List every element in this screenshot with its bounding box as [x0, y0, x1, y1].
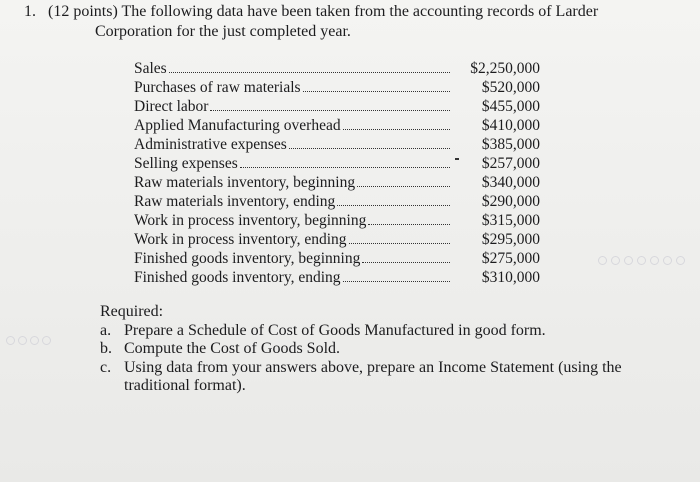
question-header — [24, 2, 674, 42]
dot-leader — [343, 281, 450, 282]
data-row — [134, 211, 554, 230]
circle-icon — [650, 256, 659, 265]
required-item — [100, 359, 660, 396]
data-label: Administrative expenses — [134, 136, 287, 153]
dot-leader — [362, 262, 450, 263]
decorative-circles — [598, 256, 685, 265]
required-item-text: Compute the Cost of Goods Sold. — [124, 340, 341, 357]
circle-icon — [676, 256, 685, 265]
data-row — [134, 116, 554, 135]
data-value: $340,000 — [481, 174, 540, 191]
data-row — [134, 97, 554, 116]
circle-icon — [42, 336, 51, 345]
data-row — [134, 173, 554, 192]
data-label: Purchases of raw materials — [134, 79, 301, 96]
data-row — [134, 230, 554, 249]
data-label: Applied Manufacturing overhead — [134, 117, 341, 134]
data-row — [134, 78, 554, 97]
data-label: Raw materials inventory, beginning — [134, 174, 356, 191]
data-row — [134, 59, 554, 78]
required-heading: Required: — [100, 303, 164, 320]
data-row — [134, 135, 554, 154]
dot-leader — [343, 129, 450, 130]
data-value: $455,000 — [481, 98, 540, 115]
required-item-text: Using data from your answers above, prepare an Income Statement (using the traditional format). — [124, 358, 622, 394]
circle-icon — [637, 256, 646, 265]
data-value: $275,000 — [481, 250, 540, 267]
circle-icon — [18, 336, 27, 345]
data-value: $290,000 — [481, 193, 540, 210]
data-value: $2,250,000 — [470, 60, 540, 77]
required-item — [100, 322, 660, 341]
data-label: Raw materials inventory, ending — [134, 193, 336, 210]
data-label: Work in process inventory, ending — [134, 231, 347, 248]
required-item — [100, 340, 660, 359]
data-value: $310,000 — [481, 269, 540, 286]
data-value: $410,000 — [481, 117, 540, 134]
dot-leader — [240, 167, 450, 168]
stray-mark — [455, 158, 459, 160]
question-text-line2: Corporation for the just completed year. — [95, 23, 351, 40]
data-label: Sales — [134, 60, 167, 77]
accounting-data-table — [134, 59, 554, 287]
data-label: Selling expenses — [134, 155, 238, 172]
data-label: Finished goods inventory, beginning — [134, 250, 361, 267]
required-item-letter: b. — [100, 340, 112, 357]
circle-icon — [6, 336, 15, 345]
data-row — [134, 154, 554, 173]
dot-leader — [357, 186, 450, 187]
required-item-letter: c. — [100, 358, 112, 376]
data-value: $295,000 — [481, 231, 540, 248]
data-value: $385,000 — [481, 136, 540, 153]
data-label: Finished goods inventory, ending — [134, 269, 341, 286]
data-row — [134, 192, 554, 211]
circle-icon — [598, 256, 607, 265]
data-value: $315,000 — [481, 212, 540, 229]
question-number: 1. — [24, 3, 36, 20]
circle-icon — [611, 256, 620, 265]
data-label: Direct labor — [134, 98, 209, 115]
dot-leader — [337, 205, 450, 206]
dot-leader — [368, 224, 450, 225]
data-value: $520,000 — [481, 79, 540, 96]
data-row — [134, 268, 554, 287]
required-item-text: Prepare a Schedule of Cost of Goods Manufactured in good form. — [124, 321, 546, 339]
data-label: Work in process inventory, beginning — [134, 212, 367, 229]
data-row — [134, 249, 554, 268]
data-value: $257,000 — [481, 155, 540, 172]
dot-leader — [169, 72, 450, 73]
decorative-circles-left — [6, 336, 51, 345]
required-item-letter: a. — [100, 321, 112, 339]
circle-icon — [30, 336, 39, 345]
dot-leader — [210, 110, 450, 111]
dot-leader — [349, 243, 450, 244]
dot-leader — [303, 91, 450, 92]
required-section — [100, 303, 660, 396]
dot-leader — [289, 148, 450, 149]
question-text-line1: (12 points) The following data have been taken from the accounting records of Larder — [48, 3, 599, 20]
circle-icon — [663, 256, 672, 265]
circle-icon — [624, 256, 633, 265]
